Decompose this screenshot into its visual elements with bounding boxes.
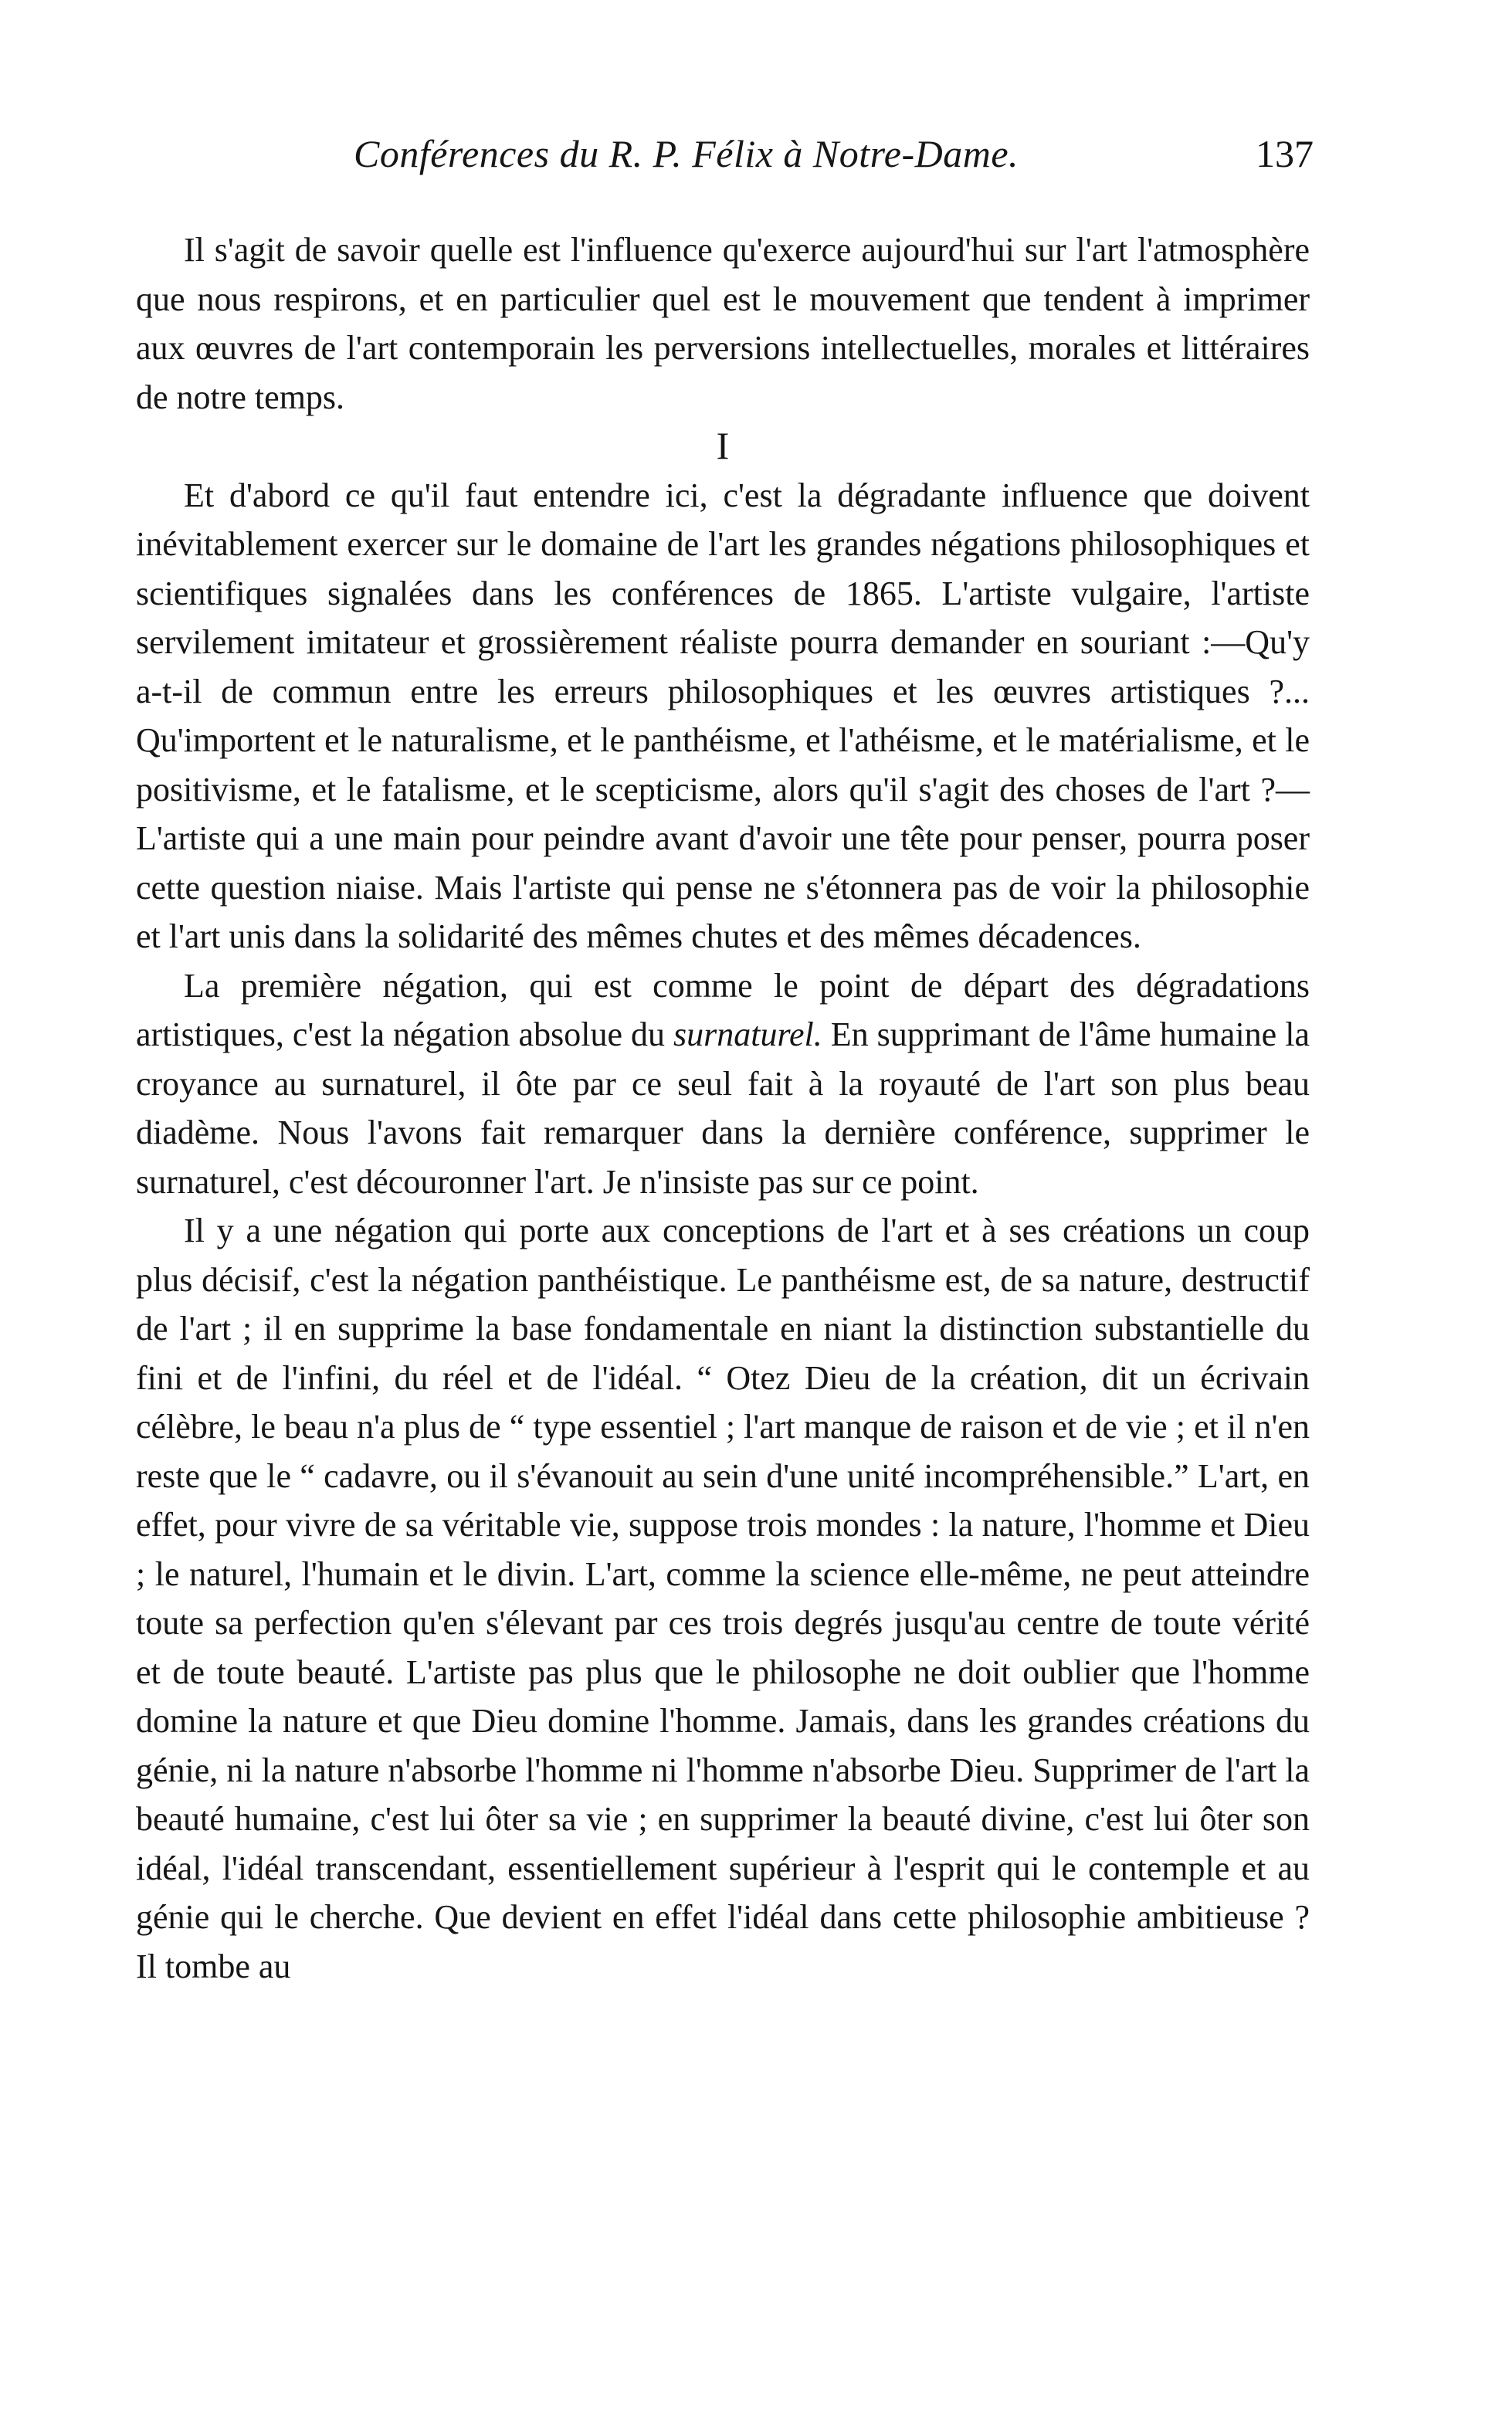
paragraph-supernatural [136,961,1310,1207]
page-number: 137 [1256,132,1314,175]
paragraph-pantheism: Il y a une négation qui porte aux conceptions de l'art et à ses créations un coup plus décisif, c'est la négation panthéistique. Le panthéisme est, de sa nature, destructif de l'art ; il en supprime la base fondamentale en niant la distinction substantielle du fini et de l'infini, du réel et de l'idéal. “ Otez Dieu de la création, dit un écrivain célèbre, le beau n'a plus de “ type essentiel ; l'art manque de raison et de vie ; et il n'en reste que le “ cadavre, ou il s'évanouit au sein d'une unité incompréhensible.” L'art, en effet, pour vivre de sa véritable vie, suppose trois mondes : la nature, l'homme et Dieu ; le naturel, l'humain et le divin. L'art, comme la science elle-même, ne peut atteindre toute sa perfection qu'en s'élevant par ces trois degrés jusqu'au centre de toute vérité et de toute beauté. L'artiste pas plus que le philosophe ne doit oublier que l'homme domine la nature et que Dieu domine l'homme. Jamais, dans les grandes créations du génie, ni la nature n'absorbe l'homme ni l'homme n'absorbe Dieu. Supprimer de l'art la beauté humaine, c'est lui ôter sa vie ; en supprimer la beauté divine, c'est lui ôter son idéal, l'idéal transcendant, essentiellement supérieur à l'esprit qui le contemple et au génie qui le cherche. Que devient en effet l'idéal dans cette philosophie ambitieuse ? Il tombe au [136,1212,1310,1985]
section-number: I [716,424,730,467]
paragraph-intro: Il s'agit de savoir quelle est l'influence qu'exerce aujourd'hui sur l'art l'atmosphère que nous respirons, et en particulier quel est le mouvement que tendent à imprimer aux œuvres de l'art contemporain les perversions intellectuelles, morales et littéraires de notre temps. [136,231,1310,416]
emphasis-surnaturel: surnaturel. [673,1015,822,1053]
paragraph-supernatural-text-b: En supprimant de l'âme humaine la croyance au surnaturel, il ôte par ce seul fait à la royauté de l'art son plus beau diadème. Nous l'avons fait remarquer dans la dernière conférence, supprimer le surnaturel, c'est découronner l'art. Je n'insiste pas sur ce point. [136,1015,1310,1201]
running-head [0,131,1512,193]
body-text [136,225,1310,1991]
running-title: Conférences du R. P. Félix à Notre-Dame. [354,132,1019,175]
paragraph-supernatural-text-a: La première négation, qui est comme le point de départ des dégradations artistiques, c'est la négation absolue du [136,966,1310,1053]
paragraph-first-negations: Et d'abord ce qu'il faut entendre ici, c'est la dégradante influence que doivent inévitablement exercer sur le domaine de l'art les grandes négations philosophiques et scientifiques signalées dans les conférences de 1865. L'artiste vulgaire, l'artiste servilement imitateur et grossièrement réaliste pourra demander en souriant :—Qu'y a-t-il de commun entre les erreurs philosophiques et les œuvres artistiques ?... Qu'importent et le naturalisme, et le panthéisme, et l'athéisme, et le matérialisme, et le positivisme, et le fatalisme, et le scepticisme, alors qu'il s'agit des choses de l'art ?—L'artiste qui a une main pour peindre avant d'avoir une tête pour penser, pourra poser cette question niaise. Mais l'artiste qui pense ne s'étonnera pas de voir la philosophie et l'art unis dans la solidarité des mêmes chutes et des mêmes décadences. [136,476,1310,955]
